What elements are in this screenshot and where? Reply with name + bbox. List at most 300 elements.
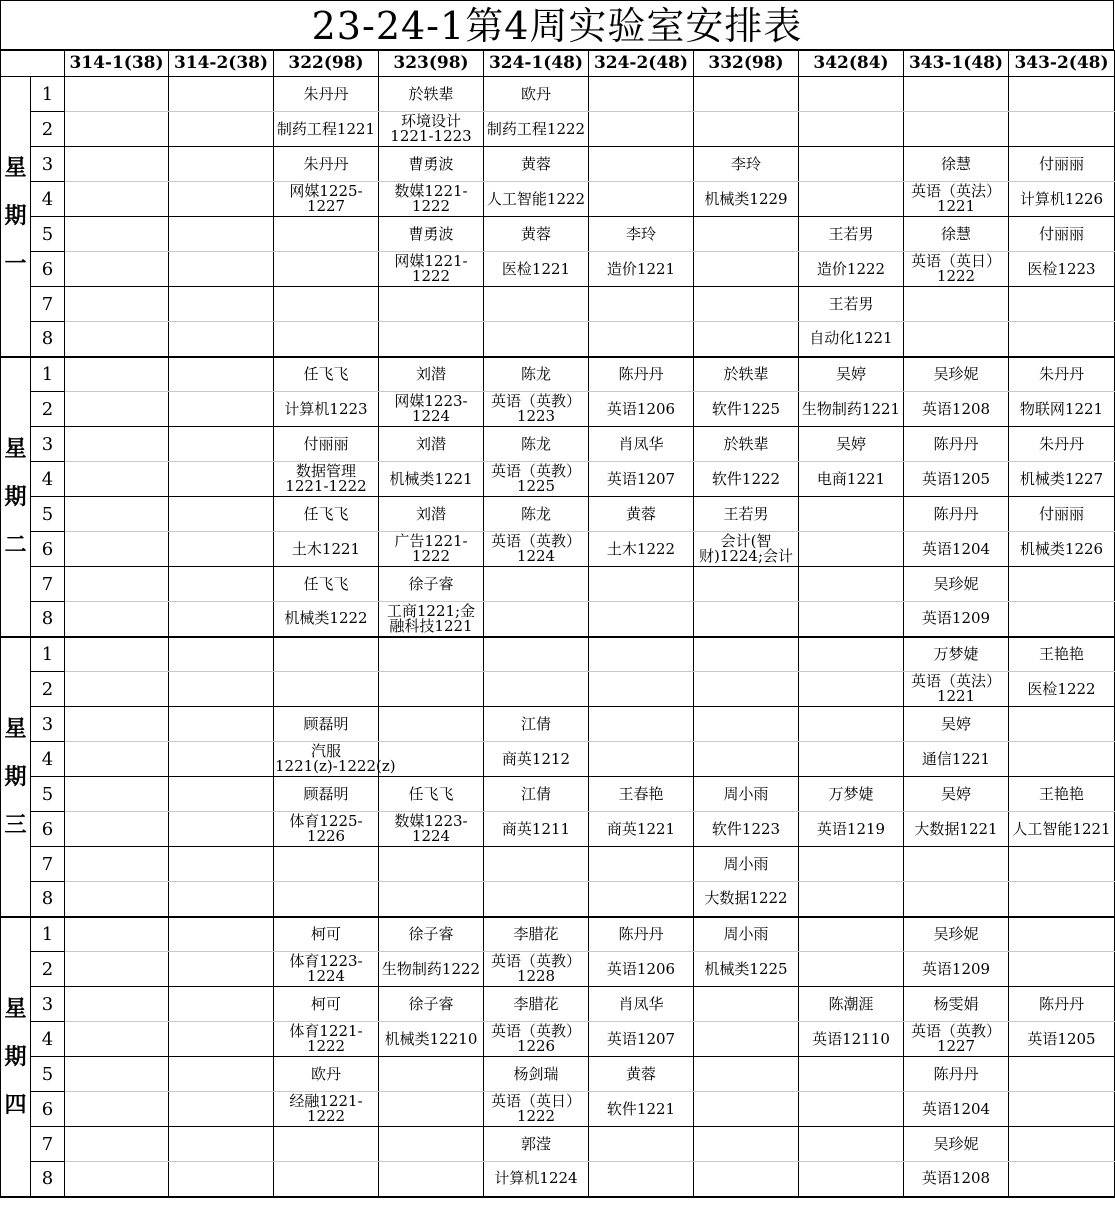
schedule-cell[interactable] [1009,252,1115,287]
schedule-cell[interactable] [274,1127,379,1162]
schedule-cell[interactable] [169,987,274,1022]
schedule-cell[interactable] [1009,672,1115,707]
schedule-cell[interactable] [274,322,379,357]
schedule-cell[interactable] [694,987,799,1022]
schedule-cell[interactable] [274,777,379,812]
schedule-cell[interactable] [799,987,904,1022]
schedule-cell[interactable] [65,217,169,252]
schedule-cell[interactable] [1009,847,1115,882]
schedule-cell[interactable] [274,532,379,567]
schedule-cell[interactable] [379,1162,484,1197]
schedule-cell[interactable] [484,322,589,357]
schedule-cell[interactable] [274,882,379,917]
schedule-cell[interactable] [589,322,694,357]
schedule-cell[interactable] [694,567,799,602]
schedule-cell[interactable] [694,77,799,112]
schedule-cell[interactable] [379,322,484,357]
schedule-cell[interactable] [169,1092,274,1127]
schedule-cell[interactable] [484,917,589,952]
schedule-cell[interactable] [1009,1022,1115,1057]
schedule-cell[interactable] [904,252,1009,287]
schedule-cell[interactable] [904,392,1009,427]
schedule-cell[interactable] [169,637,274,672]
schedule-cell[interactable] [484,182,589,217]
schedule-cell[interactable] [694,1092,799,1127]
schedule-cell[interactable] [379,707,484,742]
schedule-cell[interactable] [484,882,589,917]
schedule-cell[interactable] [589,812,694,847]
schedule-cell[interactable] [379,77,484,112]
schedule-cell[interactable] [694,602,799,637]
schedule-cell[interactable] [694,322,799,357]
schedule-cell[interactable] [589,252,694,287]
schedule-cell[interactable] [799,1092,904,1127]
schedule-cell[interactable] [799,952,904,987]
schedule-cell[interactable] [1009,1057,1115,1092]
schedule-cell[interactable] [274,1092,379,1127]
schedule-cell[interactable] [169,567,274,602]
schedule-cell[interactable] [799,602,904,637]
schedule-cell[interactable] [65,812,169,847]
schedule-cell[interactable] [65,77,169,112]
schedule-cell[interactable] [65,1127,169,1162]
schedule-cell[interactable] [904,1092,1009,1127]
schedule-cell[interactable] [694,532,799,567]
schedule-cell[interactable] [799,567,904,602]
schedule-cell[interactable] [904,427,1009,462]
schedule-cell[interactable] [274,182,379,217]
schedule-cell[interactable] [169,1127,274,1162]
schedule-cell[interactable] [274,742,396,777]
schedule-cell[interactable] [65,112,169,147]
schedule-cell[interactable] [589,672,694,707]
schedule-cell[interactable] [799,742,904,777]
schedule-cell[interactable] [65,322,169,357]
schedule-cell[interactable] [379,182,484,217]
schedule-cell[interactable] [65,707,169,742]
schedule-cell[interactable] [1009,812,1115,847]
schedule-cell[interactable] [484,1092,589,1127]
schedule-cell[interactable] [799,637,904,672]
schedule-cell[interactable] [694,847,799,882]
schedule-cell[interactable] [1009,567,1115,602]
schedule-cell[interactable] [1009,777,1115,812]
schedule-cell[interactable] [904,532,1009,567]
schedule-cell[interactable] [65,1057,169,1092]
schedule-cell[interactable] [1009,637,1115,672]
schedule-cell[interactable] [169,1162,274,1197]
schedule-cell[interactable] [274,462,379,497]
schedule-cell[interactable] [65,357,169,392]
schedule-cell[interactable] [379,882,484,917]
schedule-cell[interactable] [799,707,904,742]
schedule-cell[interactable] [799,812,904,847]
schedule-cell[interactable] [1009,427,1115,462]
schedule-cell[interactable] [379,1057,484,1092]
schedule-cell[interactable] [274,357,379,392]
schedule-cell[interactable] [169,357,274,392]
schedule-cell[interactable] [379,1092,484,1127]
schedule-cell[interactable] [274,147,379,182]
schedule-cell[interactable] [379,917,484,952]
schedule-cell[interactable] [1009,357,1115,392]
schedule-cell[interactable] [1009,952,1115,987]
schedule-cell[interactable] [694,812,799,847]
schedule-cell[interactable] [904,917,1009,952]
schedule-cell[interactable] [1009,182,1115,217]
schedule-cell[interactable] [904,602,1009,637]
schedule-cell[interactable] [484,1127,589,1162]
schedule-cell[interactable] [484,987,589,1022]
schedule-cell[interactable] [589,532,694,567]
schedule-cell[interactable] [694,952,799,987]
schedule-cell[interactable] [904,1127,1009,1162]
schedule-cell[interactable] [799,882,904,917]
schedule-cell[interactable] [799,322,904,357]
schedule-cell[interactable] [1009,1127,1115,1162]
schedule-cell[interactable] [484,357,589,392]
schedule-cell[interactable] [484,147,589,182]
schedule-cell[interactable] [484,602,589,637]
schedule-cell[interactable] [484,427,589,462]
schedule-cell[interactable] [65,427,169,462]
schedule-cell[interactable] [904,182,1009,217]
schedule-cell[interactable] [379,1127,484,1162]
schedule-cell[interactable] [379,672,484,707]
schedule-cell[interactable] [694,252,799,287]
schedule-cell[interactable] [274,707,379,742]
schedule-cell[interactable] [694,777,799,812]
schedule-cell[interactable] [904,952,1009,987]
schedule-cell[interactable] [589,602,694,637]
schedule-cell[interactable] [694,637,799,672]
schedule-cell[interactable] [694,287,799,322]
schedule-cell[interactable] [1009,987,1115,1022]
schedule-cell[interactable] [589,742,694,777]
schedule-cell[interactable] [169,77,274,112]
schedule-cell[interactable] [379,392,484,427]
schedule-cell[interactable] [169,427,274,462]
schedule-cell[interactable] [904,812,1009,847]
schedule-cell[interactable] [589,217,694,252]
schedule-cell[interactable] [169,322,274,357]
schedule-cell[interactable] [379,1022,484,1057]
schedule-cell[interactable] [484,567,589,602]
schedule-cell[interactable] [274,1022,379,1057]
schedule-cell[interactable] [65,462,169,497]
schedule-cell[interactable] [169,742,274,777]
schedule-cell[interactable] [169,392,274,427]
schedule-cell[interactable] [1009,602,1115,637]
schedule-cell[interactable] [589,1162,694,1197]
schedule-cell[interactable] [484,1162,589,1197]
schedule-cell[interactable] [904,322,1009,357]
schedule-cell[interactable] [589,1092,694,1127]
schedule-cell[interactable] [274,217,379,252]
schedule-cell[interactable] [799,287,904,322]
schedule-cell[interactable] [694,182,799,217]
schedule-cell[interactable] [65,497,169,532]
schedule-cell[interactable] [484,637,589,672]
schedule-cell[interactable] [904,567,1009,602]
schedule-cell[interactable] [65,1022,169,1057]
schedule-cell[interactable] [694,672,799,707]
schedule-cell[interactable] [169,112,274,147]
schedule-cell[interactable] [274,602,379,637]
schedule-cell[interactable] [589,1127,694,1162]
schedule-cell[interactable] [694,1057,799,1092]
schedule-cell[interactable] [379,462,484,497]
schedule-cell[interactable] [169,777,274,812]
schedule-cell[interactable] [1009,217,1115,252]
schedule-cell[interactable] [904,1022,1009,1057]
schedule-cell[interactable] [379,532,484,567]
schedule-cell[interactable] [799,847,904,882]
schedule-cell[interactable] [1009,112,1115,147]
schedule-cell[interactable] [484,1022,589,1057]
schedule-cell[interactable] [799,357,904,392]
schedule-cell[interactable] [484,497,589,532]
schedule-cell[interactable] [799,1127,904,1162]
schedule-cell[interactable] [694,147,799,182]
schedule-cell[interactable] [904,637,1009,672]
schedule-cell[interactable] [169,287,274,322]
schedule-cell[interactable] [694,917,799,952]
schedule-cell[interactable] [694,882,799,917]
schedule-cell[interactable] [799,427,904,462]
schedule-cell[interactable] [379,602,484,637]
schedule-cell[interactable] [169,602,274,637]
schedule-cell[interactable] [484,672,589,707]
schedule-cell[interactable] [65,917,169,952]
schedule-cell[interactable] [1009,1162,1115,1197]
schedule-cell[interactable] [274,987,379,1022]
schedule-cell[interactable] [1009,917,1115,952]
schedule-cell[interactable] [169,707,274,742]
schedule-cell[interactable] [1009,707,1115,742]
schedule-cell[interactable] [1009,392,1115,427]
schedule-cell[interactable] [484,217,589,252]
schedule-cell[interactable] [484,847,589,882]
schedule-cell[interactable] [169,1057,274,1092]
schedule-cell[interactable] [589,882,694,917]
schedule-cell[interactable] [274,567,379,602]
schedule-cell[interactable] [589,147,694,182]
schedule-cell[interactable] [799,392,904,427]
schedule-cell[interactable] [484,1057,589,1092]
schedule-cell[interactable] [65,742,169,777]
schedule-cell[interactable] [694,742,799,777]
schedule-cell[interactable] [274,847,379,882]
schedule-cell[interactable] [694,497,799,532]
schedule-cell[interactable] [799,532,904,567]
schedule-cell[interactable] [379,637,484,672]
schedule-cell[interactable] [589,357,694,392]
schedule-cell[interactable] [904,777,1009,812]
schedule-cell[interactable] [904,147,1009,182]
schedule-cell[interactable] [904,987,1009,1022]
schedule-cell[interactable] [65,567,169,602]
schedule-cell[interactable] [65,637,169,672]
schedule-cell[interactable] [589,287,694,322]
schedule-cell[interactable] [1009,532,1115,567]
schedule-cell[interactable] [1009,882,1115,917]
schedule-cell[interactable] [589,637,694,672]
schedule-cell[interactable] [65,882,169,917]
schedule-cell[interactable] [274,392,379,427]
schedule-cell[interactable] [379,777,484,812]
schedule-cell[interactable] [274,637,379,672]
schedule-cell[interactable] [694,1162,799,1197]
schedule-cell[interactable] [799,672,904,707]
schedule-cell[interactable] [484,112,589,147]
schedule-cell[interactable] [904,112,1009,147]
schedule-cell[interactable] [589,707,694,742]
schedule-cell[interactable] [799,147,904,182]
schedule-cell[interactable] [1009,742,1115,777]
schedule-cell[interactable] [169,672,274,707]
schedule-cell[interactable] [694,217,799,252]
schedule-cell[interactable] [484,77,589,112]
schedule-cell[interactable] [379,952,484,987]
schedule-cell[interactable] [904,287,1009,322]
schedule-cell[interactable] [379,147,484,182]
schedule-cell[interactable] [169,532,274,567]
schedule-cell[interactable] [379,427,484,462]
schedule-cell[interactable] [799,462,904,497]
schedule-cell[interactable] [65,252,169,287]
schedule-cell[interactable] [169,462,274,497]
schedule-cell[interactable] [904,497,1009,532]
schedule-cell[interactable] [589,462,694,497]
schedule-cell[interactable] [379,987,484,1022]
schedule-cell[interactable] [169,882,274,917]
schedule-cell[interactable] [274,672,379,707]
schedule-cell[interactable] [65,672,169,707]
schedule-cell[interactable] [65,182,169,217]
schedule-cell[interactable] [484,777,589,812]
schedule-cell[interactable] [274,77,379,112]
schedule-cell[interactable] [1009,1092,1115,1127]
schedule-cell[interactable] [379,287,484,322]
schedule-cell[interactable] [274,252,379,287]
schedule-cell[interactable] [65,987,169,1022]
schedule-cell[interactable] [694,1127,799,1162]
schedule-cell[interactable] [694,707,799,742]
schedule-cell[interactable] [589,392,694,427]
schedule-cell[interactable] [379,112,484,147]
schedule-cell[interactable] [65,1162,169,1197]
schedule-cell[interactable] [274,812,379,847]
schedule-cell[interactable] [65,287,169,322]
schedule-cell[interactable] [65,147,169,182]
schedule-cell[interactable] [694,112,799,147]
schedule-cell[interactable] [379,567,484,602]
schedule-cell[interactable] [589,182,694,217]
schedule-cell[interactable] [694,1022,799,1057]
schedule-cell[interactable] [904,462,1009,497]
schedule-cell[interactable] [904,1057,1009,1092]
schedule-cell[interactable] [904,847,1009,882]
schedule-cell[interactable] [484,742,589,777]
schedule-cell[interactable] [589,1022,694,1057]
schedule-cell[interactable] [65,532,169,567]
schedule-cell[interactable] [589,112,694,147]
schedule-cell[interactable] [904,672,1009,707]
schedule-cell[interactable] [484,812,589,847]
schedule-cell[interactable] [904,1162,1009,1197]
schedule-cell[interactable] [904,217,1009,252]
schedule-cell[interactable] [379,252,484,287]
schedule-cell[interactable] [694,427,799,462]
schedule-cell[interactable] [274,427,379,462]
schedule-cell[interactable] [379,847,484,882]
schedule-cell[interactable] [484,392,589,427]
schedule-cell[interactable] [799,1162,904,1197]
schedule-cell[interactable] [379,497,484,532]
schedule-cell[interactable] [379,217,484,252]
schedule-cell[interactable] [904,77,1009,112]
schedule-cell[interactable] [169,812,274,847]
schedule-cell[interactable] [274,287,379,322]
schedule-cell[interactable] [169,1022,274,1057]
schedule-cell[interactable] [799,1057,904,1092]
schedule-cell[interactable] [65,847,169,882]
schedule-cell[interactable] [799,1022,904,1057]
schedule-cell[interactable] [169,497,274,532]
schedule-cell[interactable] [904,357,1009,392]
schedule-cell[interactable] [274,497,379,532]
schedule-cell[interactable] [169,847,274,882]
schedule-cell[interactable] [589,567,694,602]
schedule-cell[interactable] [799,182,904,217]
schedule-cell[interactable] [589,1057,694,1092]
schedule-cell[interactable] [169,917,274,952]
schedule-cell[interactable] [1009,322,1115,357]
schedule-cell[interactable] [484,462,589,497]
schedule-cell[interactable] [799,77,904,112]
schedule-cell[interactable] [694,357,799,392]
schedule-cell[interactable] [65,392,169,427]
schedule-cell[interactable] [799,217,904,252]
schedule-cell[interactable] [274,1162,379,1197]
schedule-cell[interactable] [1009,287,1115,322]
schedule-cell[interactable] [904,882,1009,917]
schedule-cell[interactable] [1009,462,1115,497]
schedule-cell[interactable] [169,217,274,252]
schedule-cell[interactable] [589,952,694,987]
schedule-cell[interactable] [1009,497,1115,532]
schedule-cell[interactable] [484,532,589,567]
schedule-cell[interactable] [274,917,379,952]
schedule-cell[interactable] [169,182,274,217]
schedule-cell[interactable] [65,952,169,987]
schedule-cell[interactable] [589,497,694,532]
schedule-cell[interactable] [65,602,169,637]
schedule-cell[interactable] [169,147,274,182]
schedule-cell[interactable] [589,917,694,952]
schedule-cell[interactable] [904,707,1009,742]
schedule-cell[interactable] [904,742,1009,777]
schedule-cell[interactable] [799,497,904,532]
schedule-cell[interactable] [589,987,694,1022]
schedule-cell[interactable] [589,427,694,462]
schedule-cell[interactable] [65,1092,169,1127]
schedule-cell[interactable] [274,1057,379,1092]
schedule-cell[interactable] [65,777,169,812]
schedule-cell[interactable] [799,252,904,287]
schedule-cell[interactable] [589,77,694,112]
